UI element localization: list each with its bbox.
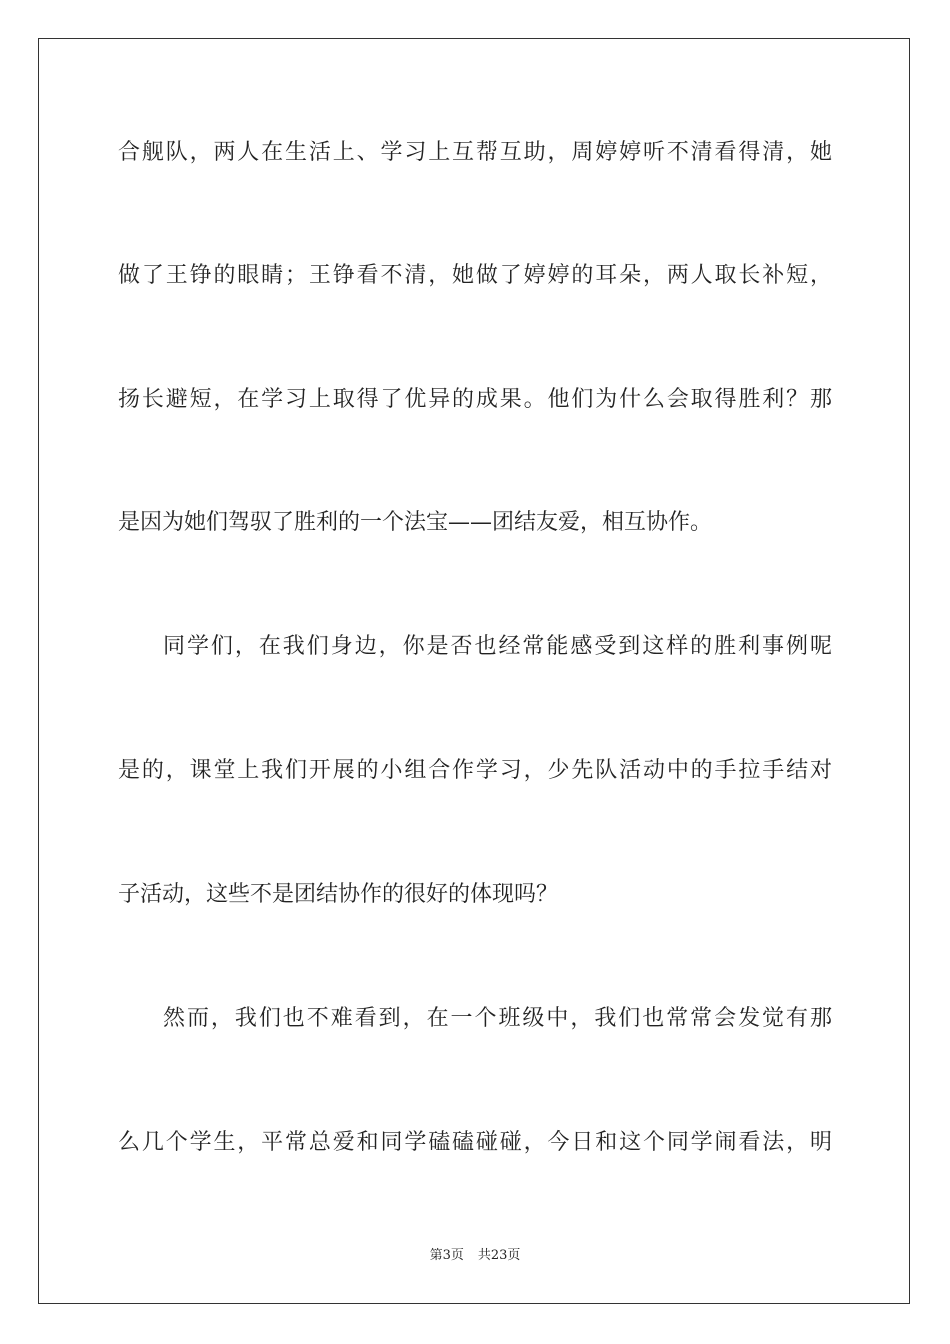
text-line-2: 做了王铮的眼睛；王铮看不清，她做了婷婷的耳朵，两人取长补短， [118, 263, 832, 288]
page-footer [0, 1246, 950, 1266]
page-border [38, 38, 910, 1304]
text-line-5: 同学们，在我们身边，你是否也经常能感受到这样的胜利事例呢 [163, 634, 832, 659]
page-total: 共23页 [477, 1248, 521, 1263]
text-line-6: 是的，课堂上我们开展的小组合作学习，少先队活动中的手拉手结对 [118, 758, 832, 783]
page-number: 第3页 [429, 1248, 464, 1263]
text-line-4: 是因为她们驾驭了胜利的一个法宝——团结友爱，相互协作。 [118, 510, 713, 535]
text-line-1: 合舰队，两人在生活上、学习上互帮互助，周婷婷听不清看得清，她 [118, 140, 832, 165]
text-line-3: 扬长避短，在学习上取得了优异的成果。他们为什么会取得胜利？那 [118, 387, 832, 412]
text-line-7: 子活动，这些不是团结协作的很好的体现吗？ [118, 882, 559, 907]
text-line-8: 然而，我们也不难看到，在一个班级中，我们也常常会发觉有那 [163, 1006, 832, 1031]
text-line-9: 么几个学生，平常总爱和同学磕磕碰碰，今日和这个同学闹看法，明 [118, 1130, 832, 1155]
